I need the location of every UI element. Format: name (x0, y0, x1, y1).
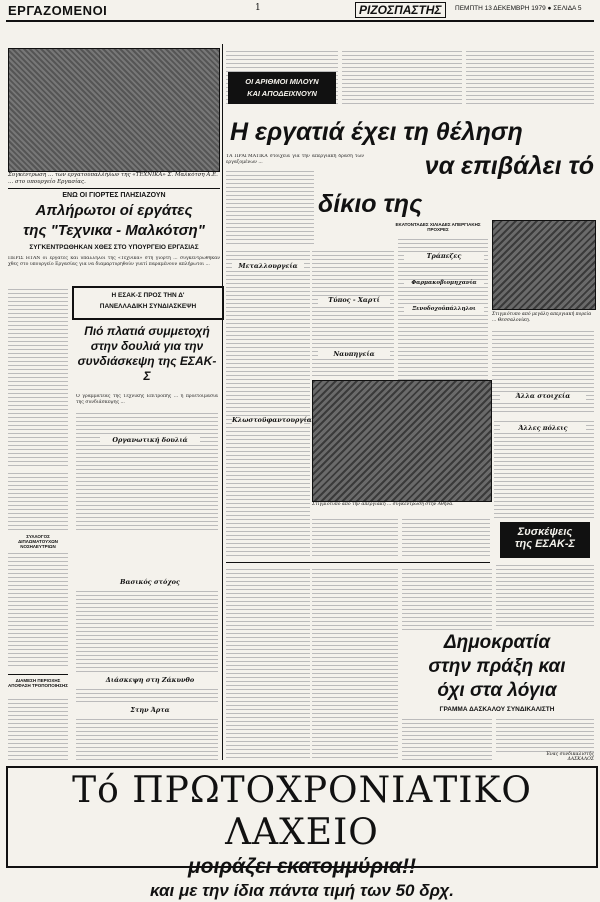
article1-headline-line2: της "Τεχνικα - Μαλκότση" (23, 222, 205, 239)
masthead: ΡΙΖΟΣΠΑΣΤΗΣ (355, 2, 446, 18)
divider (8, 674, 68, 675)
article2-text-block (76, 410, 218, 530)
democracy-line3: όχι στα λόγια (437, 680, 557, 701)
side-head-paper: Τύπος - Χαρτί (318, 296, 390, 304)
article2-sub-zakynthos: Διάσκεψη στη Ζάκυνθο (105, 676, 195, 684)
article2-text-block-4 (76, 716, 218, 760)
main-col-6 (402, 516, 490, 558)
esak-box-line2: ΠΑΝΕΛΛΑΔΙΚΗ ΣΥΝΔΙΑΣΚΕΨΗ (99, 303, 197, 310)
march-photo (492, 220, 596, 310)
article2-sub-goal: Βασικός στόχος (100, 578, 200, 586)
intro-text-block-2 (342, 48, 462, 104)
main-headline-line1: Η εργατιά έχει τη θέληση (230, 118, 523, 146)
esak-meetings-line1: Συσκέψεις (517, 526, 573, 538)
side-head-textile: Κλωστοϋφαντουργία (232, 416, 312, 424)
democracy-col-2 (496, 716, 594, 752)
numbers-box-line1: ΟΙ ΑΡΙΘΜΟΙ ΜΙΛΟΥΝ (245, 77, 319, 86)
numbers-box-line2: ΚΑΙ ΑΠΟΔΕΙΧΝΟΥΝ (247, 89, 317, 98)
main-subhead: ΕΚΑΤΟΝΤΑΔΕΣ ΧΙΛΙΑΔΕΣ ΑΠΕΡΓΙΑΚΗΣ ΠΡΟΧΡΕΣ (395, 222, 481, 232)
main-headline-line2: να επιβάλει τό (424, 152, 594, 180)
lottery-ad-line2: μοιράζει εκατομμύρια!! (188, 855, 416, 878)
section-title: ΕΡΓΑΖΟΜΕΝΟΙ (8, 3, 108, 18)
article2-text-block-2 (76, 588, 218, 674)
main-body: ΤΑ ΠΡΑΓΜΑΤΙΚΑ στοιχεία για την απεργιακή δράση των εργαζομένων ... (226, 154, 364, 165)
article2-headline: Πιό πλατιά συμμετοχή στην δουλιά για την συνδιάσκεψη της ΕΣΑΚ-Σ (77, 324, 217, 383)
side-head-other-cities: Άλλες πόλεις (500, 424, 586, 432)
workers-photo (8, 48, 220, 172)
divider (8, 188, 220, 189)
notice-body-1 (8, 550, 68, 668)
esak-meetings-line2: της ΕΣΑΚ-Σ (514, 538, 575, 550)
article1-body: ΠΕΡΙΣ ΗΤΑΝ οι εργάτες και υπάλληλοι της «Τεχνικα» στη γιορτη ... συγκεντρώθηκαν χθες στο υπουργείο Εργασίας για να διαμαρτυρηθούν γιατί παραμένουν απλήρωτοι ... (8, 256, 220, 267)
rally-photo (312, 380, 492, 502)
page-number: 1 (255, 3, 261, 13)
lower-col-4 (496, 562, 594, 628)
numbers-box (228, 72, 336, 104)
right-col-1 (494, 418, 594, 518)
article2-body: Ο γραμματέας της Τεχνικής Επιτροπής ... η προετοιμασία της συνδιάσκεψης ... (76, 394, 218, 405)
rally-photo-caption: Στιγμιότυπο από την απεργιακή ... συγκέντρωση στην Αθήνα. (312, 502, 454, 507)
lower-col-2 (312, 566, 398, 760)
democracy-col-1 (402, 716, 492, 760)
side-head-pharma: Φαρμακοβιομηχανία (404, 280, 484, 286)
democracy-line1: Δημοκρατία (443, 632, 551, 653)
lower-col-1 (226, 566, 310, 760)
left-text-block (8, 470, 68, 530)
workers-photo-caption: Συγκέντρωση ... των εργατοϋπαλλήλων της «ΤΕΧΝΙΚΑ» Σ. Μαλκότση Α.Ε. ... στο υπουργείο Εργασίας. (8, 172, 218, 185)
column-divider (222, 44, 223, 760)
main-col-1 (226, 248, 310, 556)
divider (226, 562, 490, 563)
side-head-hotel: Ξενοδοχοϋπάλληλοι (404, 306, 484, 312)
main-text-block (226, 168, 314, 244)
intro-text-block-3 (466, 48, 594, 104)
lottery-ad-line1: Τό ΠΡΩΤΟΧΡΟΝΙΑΤΙΚΟ ΛΑΧΕΙΟ (72, 770, 532, 853)
side-head-shipyards: Ναυπηγεία (318, 350, 390, 358)
democracy-signature: Ένας συνδικαλιστής ΔΑΣΚΑΛΟΣ (545, 752, 594, 762)
lottery-ad (6, 766, 598, 900)
article1-headline-line1: Απλήρωτοι οί εργάτες (35, 202, 193, 219)
esak-box (72, 286, 224, 320)
article1-body-col (8, 286, 68, 466)
esak-box-line1: Η ΕΣΑΚ-Σ ΠΡΟΣ ΤΗΝ Δ' (111, 292, 185, 299)
lottery-ad-line3: και με την ίδια πάντα τιμή των 50 δρχ. (150, 881, 454, 900)
article1-subhead: ΣΥΓΚΕΝΤΡΩΘΗΚΑΝ ΧΘΕΣ ΣΤΟ ΥΠΟΥΡΓΕΙΟ ΕΡΓΑΣΙΑΣ (29, 244, 199, 251)
notice-title-1: ΣΥΛΛΟΓΟΣ ΔΙΠΛΩΜΑΤΟΥΧΩΝ ΝΟΣΗΛΕΥΤΡΙΩΝ (18, 534, 58, 549)
democracy-line2: στην πράξη και (428, 656, 566, 677)
main-col-4 (492, 328, 594, 414)
esak-meetings-box (500, 522, 590, 558)
democracy-subhead: ΓΡΑΜΜΑ ΔΑΣΚΑΛΟΥ ΣΥΝΔΙΚΑΛΙΣΤΗ (439, 706, 555, 713)
date-line: ΠΕΜΠΤΗ 13 ΔΕΚΕΜΒΡΗ 1979 ● ΣΕΛΙΔΑ 5 (455, 5, 582, 12)
article2-sub-arta: Στην Άρτα (130, 706, 170, 714)
side-head-other-data: Άλλα στοιχεία (500, 392, 586, 400)
main-headline-line3: δίκιο της (318, 190, 423, 218)
side-head-banks: Τράπεζες (404, 252, 484, 260)
march-photo-caption: Στιγμιότυπο από μεγάλη απεργιακή πορεία ... Θεσσαλονίκη. (492, 312, 592, 323)
article2-sub-organization: Οργανωτική δουλιά (100, 436, 200, 444)
main-col-5 (312, 516, 398, 558)
lower-col-3 (402, 566, 492, 630)
article2-text-block-3 (76, 686, 218, 704)
notice-body-2 (8, 696, 68, 760)
side-head-metallurgy: Μεταλλουργεία (232, 262, 304, 270)
article1-kicker: ΕΝΩ ΟΙ ΓΙΟΡΤΕΣ ΠΛΗΣΙΑΖΟΥΝ (62, 192, 166, 199)
notice-title-2: ΔΙΑΜΕΣΗ ΠΕΡΙΟΧΗΣ ΑΠΟΦΑΣΗ ΤΡΟΠΟΠΟΙΗΣΗΣ (8, 678, 68, 688)
